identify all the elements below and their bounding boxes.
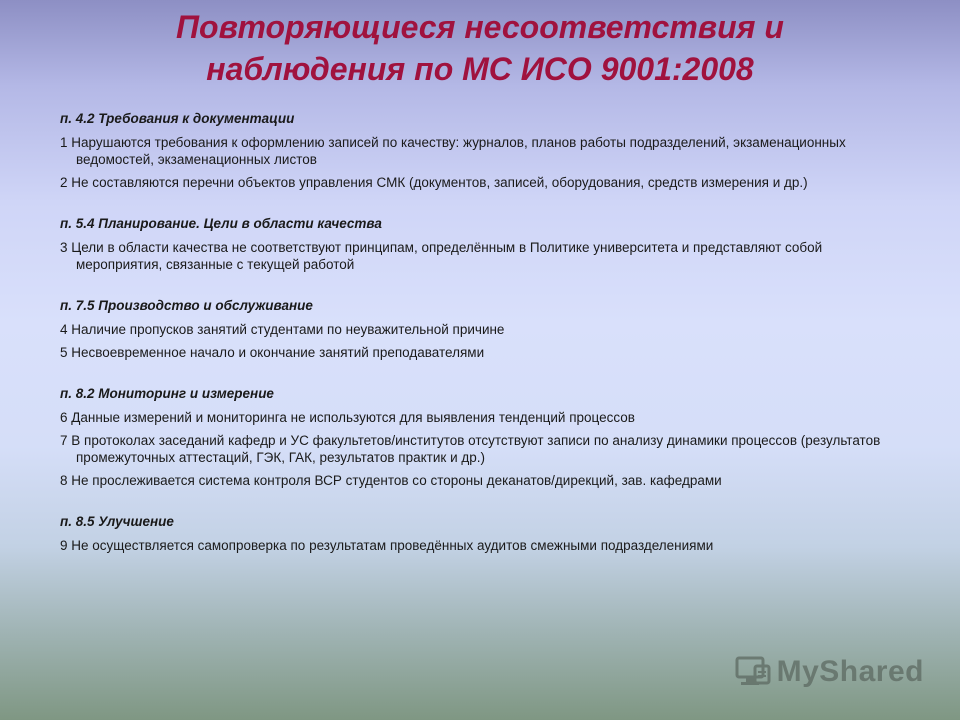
slide-title-line-2: наблюдения по МС ИСО 9001:2008: [206, 51, 754, 87]
list-item: 8 Не прослеживается система контроля ВСР студентов со стороны деканатов/дирекций, зав. кафедрами: [60, 473, 722, 488]
section-heading: п. 7.5 Производство и обслуживание: [60, 298, 313, 313]
list-item: 3 Цели в области качества не соответствуют принципам, определённым в Политике университета и представляют собой мероприятия, связанные с текущей работой: [60, 240, 823, 272]
list-item: 4 Наличие пропусков занятий студентами по неуважительной причине: [60, 322, 505, 337]
list-item: 2 Не составляются перечни объектов управления СМК (документов, записей, оборудования, средств измерения и др.): [60, 175, 808, 190]
section-heading: п. 8.5 Улучшение: [60, 514, 174, 529]
slide-title: [0, 6, 960, 90]
section-5-4: [60, 215, 910, 273]
list-item: 7 В протоколах заседаний кафедр и УС факультетов/институтов отсутствуют записи по анализу динамики процессов (результатов промежуточных аттестаций, ГЭК, ГАК, результатов практик и др.): [60, 433, 881, 465]
section-heading: п. 5.4 Планирование. Цели в области качества: [60, 216, 382, 231]
watermark-text: MyShared: [776, 655, 924, 688]
section-heading: п. 8.2 Мониторинг и измерение: [60, 386, 274, 401]
list-item: 5 Несвоевременное начало и окончание занятий преподавателями: [60, 345, 485, 360]
list-item: 1 Нарушаются требования к оформлению записей по качеству: журналов, планов работы подразделений, экзаменационных ведомостей, экзаменационных листов: [60, 135, 846, 167]
section-8-5: [60, 513, 910, 554]
list-item: 6 Данные измерений и мониторинга не используются для выявления тенденций процессов: [60, 410, 635, 425]
section-8-2: [60, 385, 910, 489]
section-7-5: [60, 297, 910, 361]
monitor-icon: [733, 654, 773, 690]
section-heading: п. 4.2 Требования к документации: [60, 111, 295, 126]
slide-content: [60, 110, 910, 578]
section-4-2: [60, 110, 910, 191]
watermark-logo: [733, 654, 924, 690]
list-item: 9 Не осуществляется самопроверка по результатам проведённых аудитов смежными подразделениями: [60, 538, 714, 553]
slide-title-line-1: Повторяющиеся несоответствия и: [176, 9, 784, 45]
